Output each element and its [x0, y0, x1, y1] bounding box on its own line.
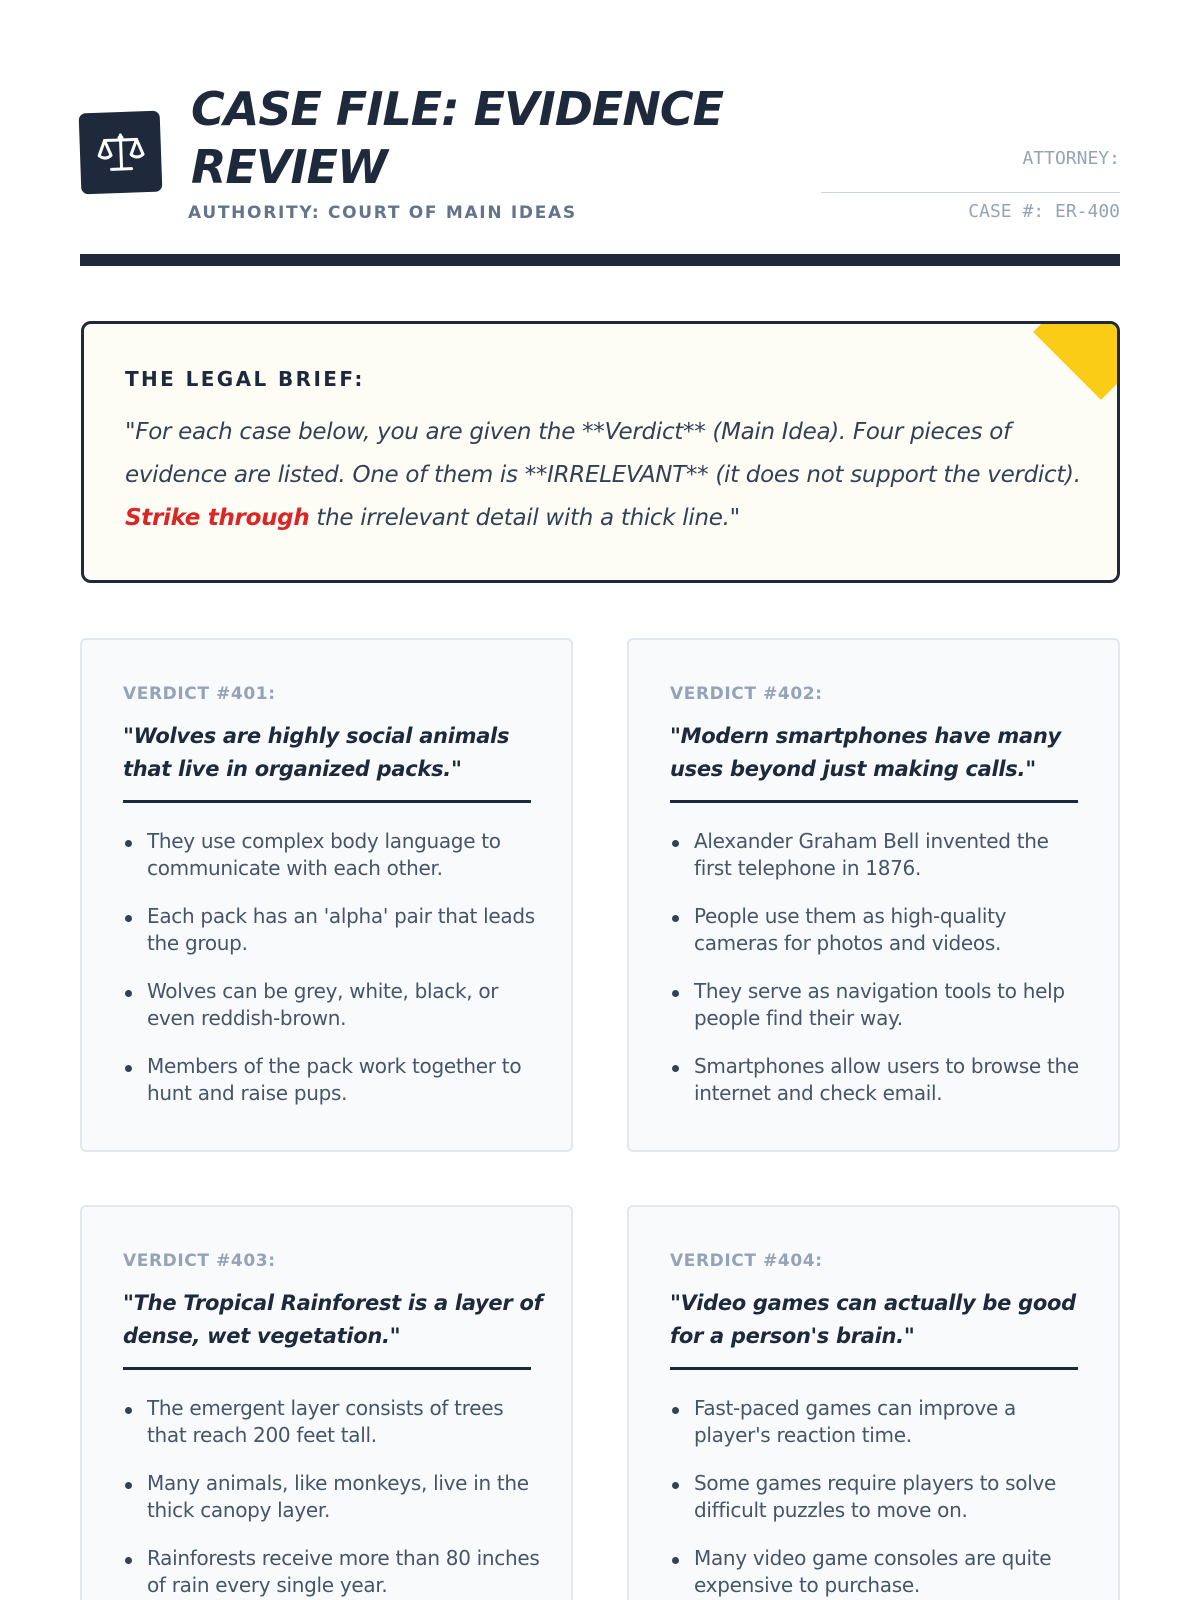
header-divider: [80, 254, 1120, 266]
verdict-statement: "Video games can actually be good for a person's brain.": [670, 1291, 1076, 1348]
verdict-statement: "Wolves are highly social animals that live in organized packs.": [123, 724, 510, 781]
brief-heading: THE LEGAL BRIEF:: [125, 367, 365, 391]
brief-highlight: Strike through: [125, 505, 310, 531]
evidence-list: [670, 828, 1090, 1128]
logo-badge: [79, 111, 163, 195]
evidence-item[interactable]: Many video game consoles are quite expensive to purchase.: [670, 1545, 1090, 1599]
authority-subtitle: AUTHORITY: COURT OF MAIN IDEAS: [188, 203, 577, 223]
evidence-item[interactable]: Members of the pack work together to hunt and raise pups.: [123, 1053, 543, 1107]
evidence-list: [123, 1395, 543, 1600]
attorney-signature-line[interactable]: [821, 192, 1120, 193]
evidence-item[interactable]: Smartphones allow users to browse the internet and check email.: [670, 1053, 1090, 1107]
verdict-divider: [670, 1367, 1078, 1370]
legal-brief-box: [81, 321, 1120, 583]
verdict-divider: [670, 800, 1078, 803]
attorney-label: ATTORNEY:: [1022, 148, 1120, 169]
brief-text-after: the irrelevant detail with a thick line.": [309, 505, 740, 531]
evidence-item[interactable]: The emergent layer consists of trees that reach 200 feet tall.: [123, 1395, 543, 1449]
page-title: CASE FILE: EVIDENCE REVIEW: [191, 82, 724, 194]
corner-tab: [1033, 321, 1120, 400]
evidence-list: [123, 828, 543, 1128]
verdict-card-402: [627, 638, 1120, 1152]
evidence-item[interactable]: They use complex body language to communicate with each other.: [123, 828, 543, 882]
verdict-divider: [123, 800, 531, 803]
verdict-card-403: [80, 1205, 573, 1600]
evidence-item[interactable]: Rainforests receive more than 80 inches of rain every single year.: [123, 1545, 543, 1599]
verdict-label: VERDICT #404:: [670, 1251, 823, 1271]
evidence-item[interactable]: Many animals, like monkeys, live in the thick canopy layer.: [123, 1470, 543, 1524]
verdict-divider: [123, 1367, 531, 1370]
case-number: CASE #: ER-400: [968, 201, 1120, 222]
evidence-list: [670, 1395, 1090, 1600]
evidence-item[interactable]: Wolves can be grey, white, black, or even reddish-brown.: [123, 978, 543, 1032]
evidence-item[interactable]: People use them as high-quality cameras for photos and videos.: [670, 903, 1090, 957]
evidence-item[interactable]: Each pack has an 'alpha' pair that leads the group.: [123, 903, 543, 957]
verdict-card-401: [80, 638, 573, 1152]
verdict-card-404: [627, 1205, 1120, 1600]
brief-instructions: [125, 411, 1085, 540]
verdict-label: VERDICT #402:: [670, 684, 823, 704]
evidence-item[interactable]: Alexander Graham Bell invented the first telephone in 1876.: [670, 828, 1090, 882]
verdict-statement: "The Tropical Rainforest is a layer of dense, wet vegetation.": [123, 1291, 543, 1348]
evidence-item[interactable]: Some games require players to solve difficult puzzles to move on.: [670, 1470, 1090, 1524]
verdict-label: VERDICT #403:: [123, 1251, 276, 1271]
evidence-item[interactable]: Fast-paced games can improve a player's reaction time.: [670, 1395, 1090, 1449]
evidence-item[interactable]: They serve as navigation tools to help people find their way.: [670, 978, 1090, 1032]
brief-text-before: "For each case below, you are given the **Verdict** (Main Idea). Four pieces of evidence are listed. One of them is **IRRELEVANT** (it does not support the verdict).: [125, 419, 1081, 488]
verdict-statement: "Modern smartphones have many uses beyond just making calls.": [670, 724, 1061, 781]
verdict-label: VERDICT #401:: [123, 684, 276, 704]
scales-icon: [96, 130, 146, 176]
